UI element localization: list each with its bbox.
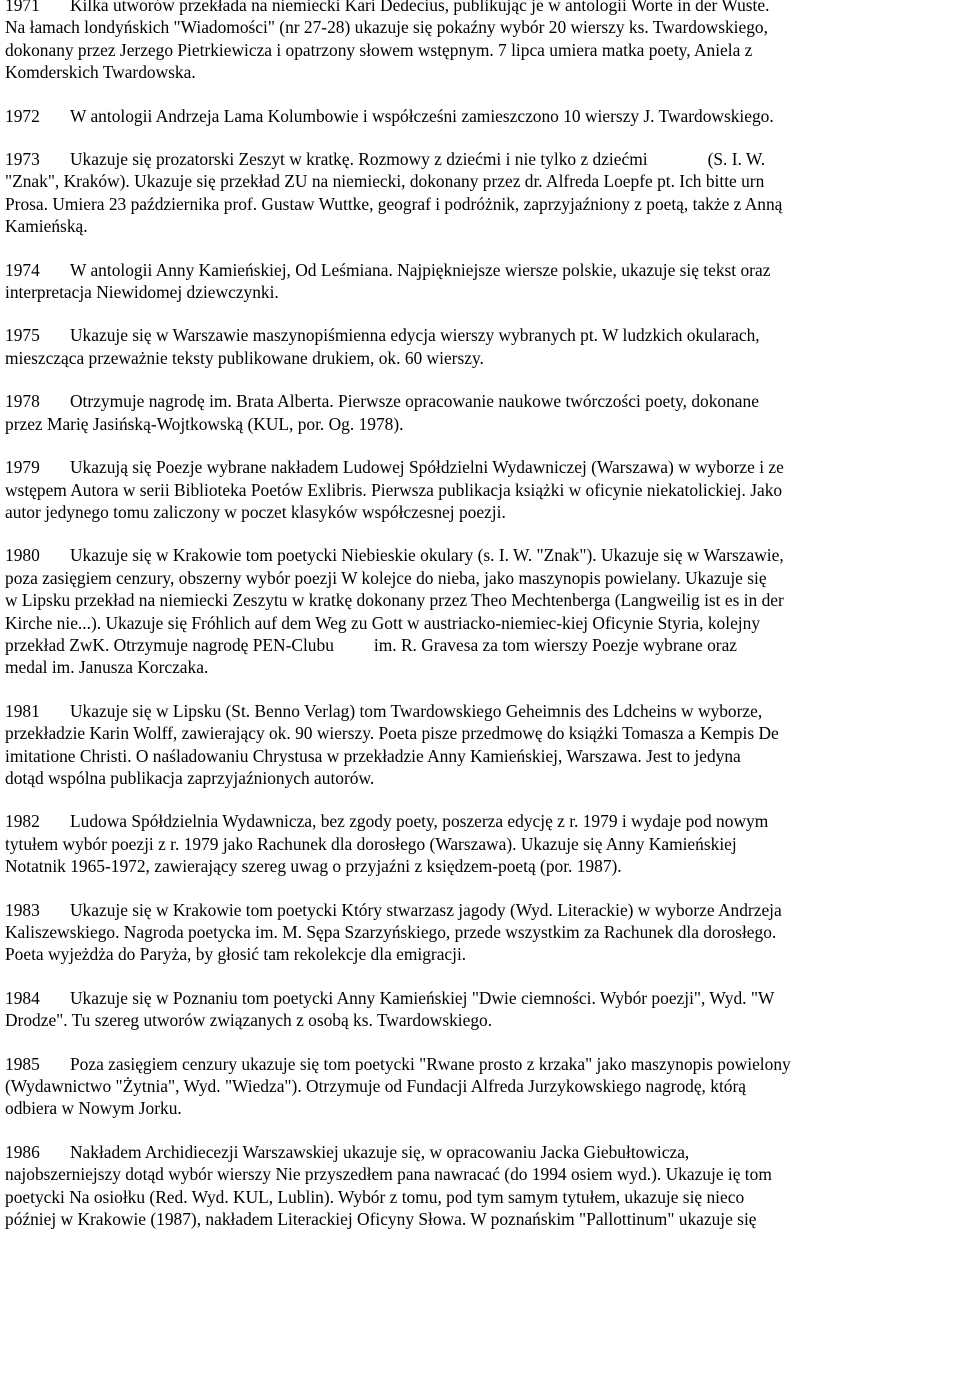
entry-line: interpretacja Niewidomej dziewczynki. <box>5 282 279 303</box>
entry-line: (S. I. W. <box>707 149 766 170</box>
entry-line: Ukazuje się w Lipsku (St. Benno Verlag) tom Twardowskiego Geheimnis des Ldcheins w wyborze, <box>70 700 763 721</box>
entry-1973 <box>5 148 955 238</box>
entry-1983 <box>5 899 955 966</box>
entry-line: medal im. Janusza Korczaka. <box>5 657 209 678</box>
entry-line: poza zasięgiem cenzury, obszerny wybór poezji W kolejce do nieba, jako maszynopis powielany. Ukazuje się <box>5 567 767 588</box>
entry-line: najobszerniejszy dotąd wybór wierszy Nie przyszedłem pana nawracać (do 1994 osiem wyd.). Ukazuje ię tom <box>5 1164 772 1185</box>
entry-line: dotąd wspólna publikacja zaprzyjaźnionych autorów. <box>5 767 375 788</box>
entry-year: 1984 <box>5 987 40 1008</box>
entry-line: Ukazuje się w Krakowie tom poetycki Który stwarzasz jagody (Wyd. Literackie) w wyborze Andrzeja <box>70 899 782 920</box>
entry-line: przekładzie Karin Wolff, zawierający ok. 90 wierszy. Poeta pisze przedmowę do książki Tomasza a Kempis De <box>5 723 779 744</box>
entry-line: tytułem wybór poezji z r. 1979 jako Rachunek dla dorosłego (Warszawa). Ukazuje się Anny Kamieńskiej <box>5 833 737 854</box>
entry-1979 <box>5 456 955 523</box>
entry-1985 <box>5 1053 955 1120</box>
entry-line: przekład ZwK. Otrzymuje nagrodę PEN-Clubu <box>5 634 334 655</box>
entry-year: 1985 <box>5 1053 40 1074</box>
entry-line: Ukazują się Poezje wybrane nakładem Ludowej Spółdzielni Wydawniczej (Warszawa) w wyborze i ze <box>70 457 784 478</box>
entry-line: Kilka utworów przekłada na niemiecki Kari Dedecius, publikując je w antologii Worte in der Wuste. <box>70 0 770 15</box>
entry-line: Nakładem Archidiecezji Warszawskiej ukazuje się, w opracowaniu Jacka Giebułtowicza, <box>70 1141 690 1162</box>
entry-line: odbiera w Nowym Jorku. <box>5 1098 182 1119</box>
entry-1978 <box>5 390 955 435</box>
entry-line: w Lipsku przekład na niemiecki Zeszytu w kratkę dokonany przez Theo Mechtenberga (Langweilig ist es in der <box>5 590 784 611</box>
entry-year: 1983 <box>5 899 40 920</box>
entry-line: Poza zasięgiem cenzury ukazuje się tom poetycki "Rwane prosto z krzaka" jako maszynopis powielony <box>70 1053 791 1074</box>
entry-1975 <box>5 324 955 369</box>
entry-line: Kirche nie...). Ukazuje się Fróhlich auf dem Weg zu Gott w austriacko-niemiec-kiej Oficynie Styria, kolejny <box>5 612 761 633</box>
entry-1972 <box>5 105 955 127</box>
entry-line: Otrzymuje nagrodę im. Brata Alberta. Pierwsze opracowanie naukowe twórczości poety, dokonane <box>70 391 759 412</box>
entry-year: 1978 <box>5 391 40 412</box>
entry-year: 1982 <box>5 811 40 832</box>
entry-1982 <box>5 810 955 877</box>
entry-line: później w Krakowie (1987), nakładem Literackiej Oficyny Słowa. W poznańskim "Pallottinum" ukazuje się <box>5 1209 757 1230</box>
entry-line: (Wydawnictwo "Żytnia", Wyd. "Wiedza"). Otrzymuje od Fundacji Alfreda Jurzykowskiego nagrodę, którą <box>5 1076 746 1097</box>
entry-line: dokonany przez Jerzego Pietrkiewicza i opatrzony słowem wstępnym. 7 lipca umiera matka poety, Aniela z <box>5 39 753 60</box>
entry-line: Ludowa Spółdzielnia Wydawnicza, bez zgody poety, poszerza edycję z r. 1979 i wydaje pod nowym <box>70 811 769 832</box>
entry-year: 1975 <box>5 325 40 346</box>
entry-line: W antologii Anny Kamieńskiej, Od Leśmiana. Najpiękniejsze wiersze polskie, ukazuje się tekst oraz <box>70 259 771 280</box>
entry-year: 1972 <box>5 105 40 126</box>
entry-line: im. R. Gravesa za tom wierszy Poezje wybrane oraz <box>373 634 738 655</box>
chronology-document <box>5 0 955 1251</box>
entry-1974 <box>5 259 955 304</box>
entry-line: W antologii Andrzeja Lama Kolumbowie i współcześni zamieszczono 10 wierszy J. Twardowskiego. <box>70 105 774 126</box>
entry-1984 <box>5 987 955 1032</box>
entry-line: Ukazuje się w Warszawie maszynopiśmienna edycja wierszy wybranych pt. W ludzkich okularach, <box>70 325 760 346</box>
entry-line: mieszcząca przeważnie teksty publikowane drukiem, ok. 60 wierszy. <box>5 347 484 368</box>
entry-year: 1971 <box>5 0 40 15</box>
entry-line: imitatione Christi. O naśladowaniu Chrystusa w przekładzie Anny Kamieńskiej, Warszawa. Jest to jedyna <box>5 745 741 766</box>
entry-line: autor jedynego tomu zaliczony w poczet klasyków współczesnej poezji. <box>5 501 506 522</box>
entry-line: przez Marię Jasińską-Wojtkowską (KUL, por. Og. 1978). <box>5 413 404 434</box>
entry-line: Notatnik 1965-1972, zawierający szereg uwag o przyjaźni z księdzem-poetą (por. 1987). <box>5 856 622 877</box>
entry-line: Kamieńską. <box>5 216 88 237</box>
entry-line: Na łamach londyńskich "Wiadomości" (nr 27-28) ukazuje się pokaźny wybór 20 wierszy ks. Twardowskiego, <box>5 17 768 38</box>
entry-1980 <box>5 544 955 678</box>
entry-line: Poeta wyjeżdża do Paryża, by głosić tam rekolekcje dla emigracji. <box>5 944 467 965</box>
entry-line: Ukazuje się w Krakowie tom poetycki Niebieskie okulary (s. I. W. "Znak"). Ukazuje się w Warszawie, <box>70 545 784 566</box>
entry-year: 1986 <box>5 1141 40 1162</box>
entry-1981 <box>5 700 955 790</box>
entry-line: Ukazuje się prozatorski Zeszyt w kratkę. Rozmowy z dziećmi i nie tylko z dziećmi <box>70 149 648 170</box>
entry-year: 1974 <box>5 259 40 280</box>
entry-line: poetycki Na osiołku (Red. Wyd. KUL, Lublin). Wybór z tomu, pod tym samym tytułem, ukazuje się nieco <box>5 1186 745 1207</box>
entry-line: wstępem Autora w serii Biblioteka Poetów Exlibris. Pierwsza publikacja książki w oficynie niekatolickiej. Jako <box>5 479 783 500</box>
entry-line: Drodze". Tu szereg utworów związanych z osobą ks. Twardowskiego. <box>5 1010 493 1031</box>
entry-1971 <box>5 0 955 84</box>
entry-line: "Znak", Kraków). Ukazuje się przekład ZU na niemiecki, dokonany przez dr. Alfreda Loepfe pt. Ich bitte urn <box>5 171 765 192</box>
entry-1986 <box>5 1141 955 1231</box>
entry-line: Prosa. Umiera 23 października prof. Gustaw Wuttke, geograf i podróżnik, zaprzyjaźniony z poetą, także z Anną <box>5 193 783 214</box>
entry-line: Komderskich Twardowska. <box>5 62 196 83</box>
entry-year: 1981 <box>5 700 40 721</box>
entry-year: 1973 <box>5 149 40 170</box>
entry-line: Ukazuje się w Poznaniu tom poetycki Anny Kamieńskiej "Dwie ciemności. Wybór poezji", Wyd. "W <box>70 987 775 1008</box>
entry-line: Kaliszewskiego. Nagroda poetycka im. M. Sępa Szarzyńskiego, przede wszystkim za Rachunek dla dorosłego. <box>5 922 777 942</box>
entry-year: 1979 <box>5 457 40 478</box>
entry-year: 1980 <box>5 545 40 566</box>
